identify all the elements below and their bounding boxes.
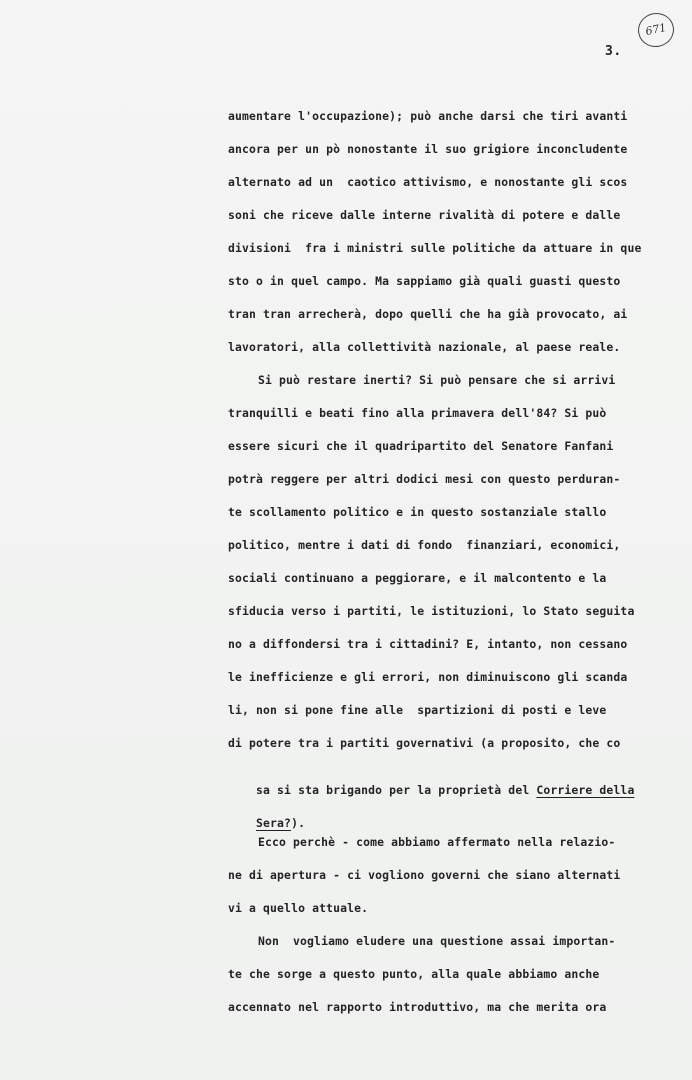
text-line: vi a quello attuale.	[228, 901, 369, 915]
text-line: potrà reggere per altri dodici mesi con questo perduran-	[228, 472, 621, 486]
text-line: accennato nel rapporto introduttivo, ma che merita ora	[228, 1000, 607, 1014]
page-number: 3.	[605, 44, 622, 59]
text-line: Si può restare inerti? Si può pensare che si arrivi	[258, 373, 616, 387]
text-line: divisioni fra i ministri sulle politiche da attuare in que	[228, 241, 642, 255]
text-segment: ).	[291, 816, 306, 830]
text-line: te che sorge a questo punto, alla quale abbiamo anche	[228, 967, 600, 981]
text-line: Ecco perchè - come abbiamo affermato nella relazio-	[258, 835, 616, 849]
text-line: sfiducia verso i partiti, le istituzioni, lo Stato seguita	[228, 604, 635, 618]
text-line: ne di apertura - ci vogliono governi che siano alternati	[228, 868, 621, 882]
text-line: le inefficienze e gli errori, non diminuiscono gli scanda	[228, 670, 628, 684]
text-line: lavoratori, alla collettività nazionale, al paese reale.	[228, 340, 621, 354]
text-line: alternato ad un caotico attivismo, e nonostante gli scos	[228, 175, 628, 189]
text-line: Non vogliamo eludere una questione assai importan-	[258, 934, 616, 948]
text-line: tranquilli e beati fino alla primavera dell'84? Si può	[228, 406, 607, 420]
text-line: sto o in quel campo. Ma sappiamo già quali guasti questo	[228, 274, 621, 288]
text-line: no a diffondersi tra i cittadini? E, intanto, non cessano	[228, 637, 628, 651]
text-line: te scollamento politico e in questo sostanziale stallo	[228, 505, 607, 519]
text-line: soni che riceve dalle interne rivalità di potere e dalle	[228, 208, 621, 222]
text-line: di potere tra i partiti governativi (a proposito, che co	[228, 736, 621, 750]
text-line: tran tran arrecherà, dopo quelli che ha già provocato, ai	[228, 307, 628, 321]
text-line: sociali continuano a peggiorare, e il malcontento e la	[228, 571, 607, 585]
newspaper-title: Corriere della	[536, 783, 635, 797]
text-line: ancora per un pò nonostante il suo grigiore inconcludente	[228, 142, 628, 156]
archive-stamp: 671	[635, 10, 677, 51]
text-line: aumentare l'occupazione); può anche darsi che tiri avanti	[228, 109, 628, 123]
text-line: essere sicuri che il quadripartito del Senatore Fanfani	[228, 439, 614, 453]
text-line: li, non si pone fine alle spartizioni di posti e leve	[228, 703, 607, 717]
newspaper-title-cont: Sera?	[256, 816, 292, 830]
text-line: politico, mentre i dati di fondo finanziari, economici,	[228, 538, 621, 552]
text-segment: sa si sta brigando per la proprietà del	[256, 783, 537, 797]
